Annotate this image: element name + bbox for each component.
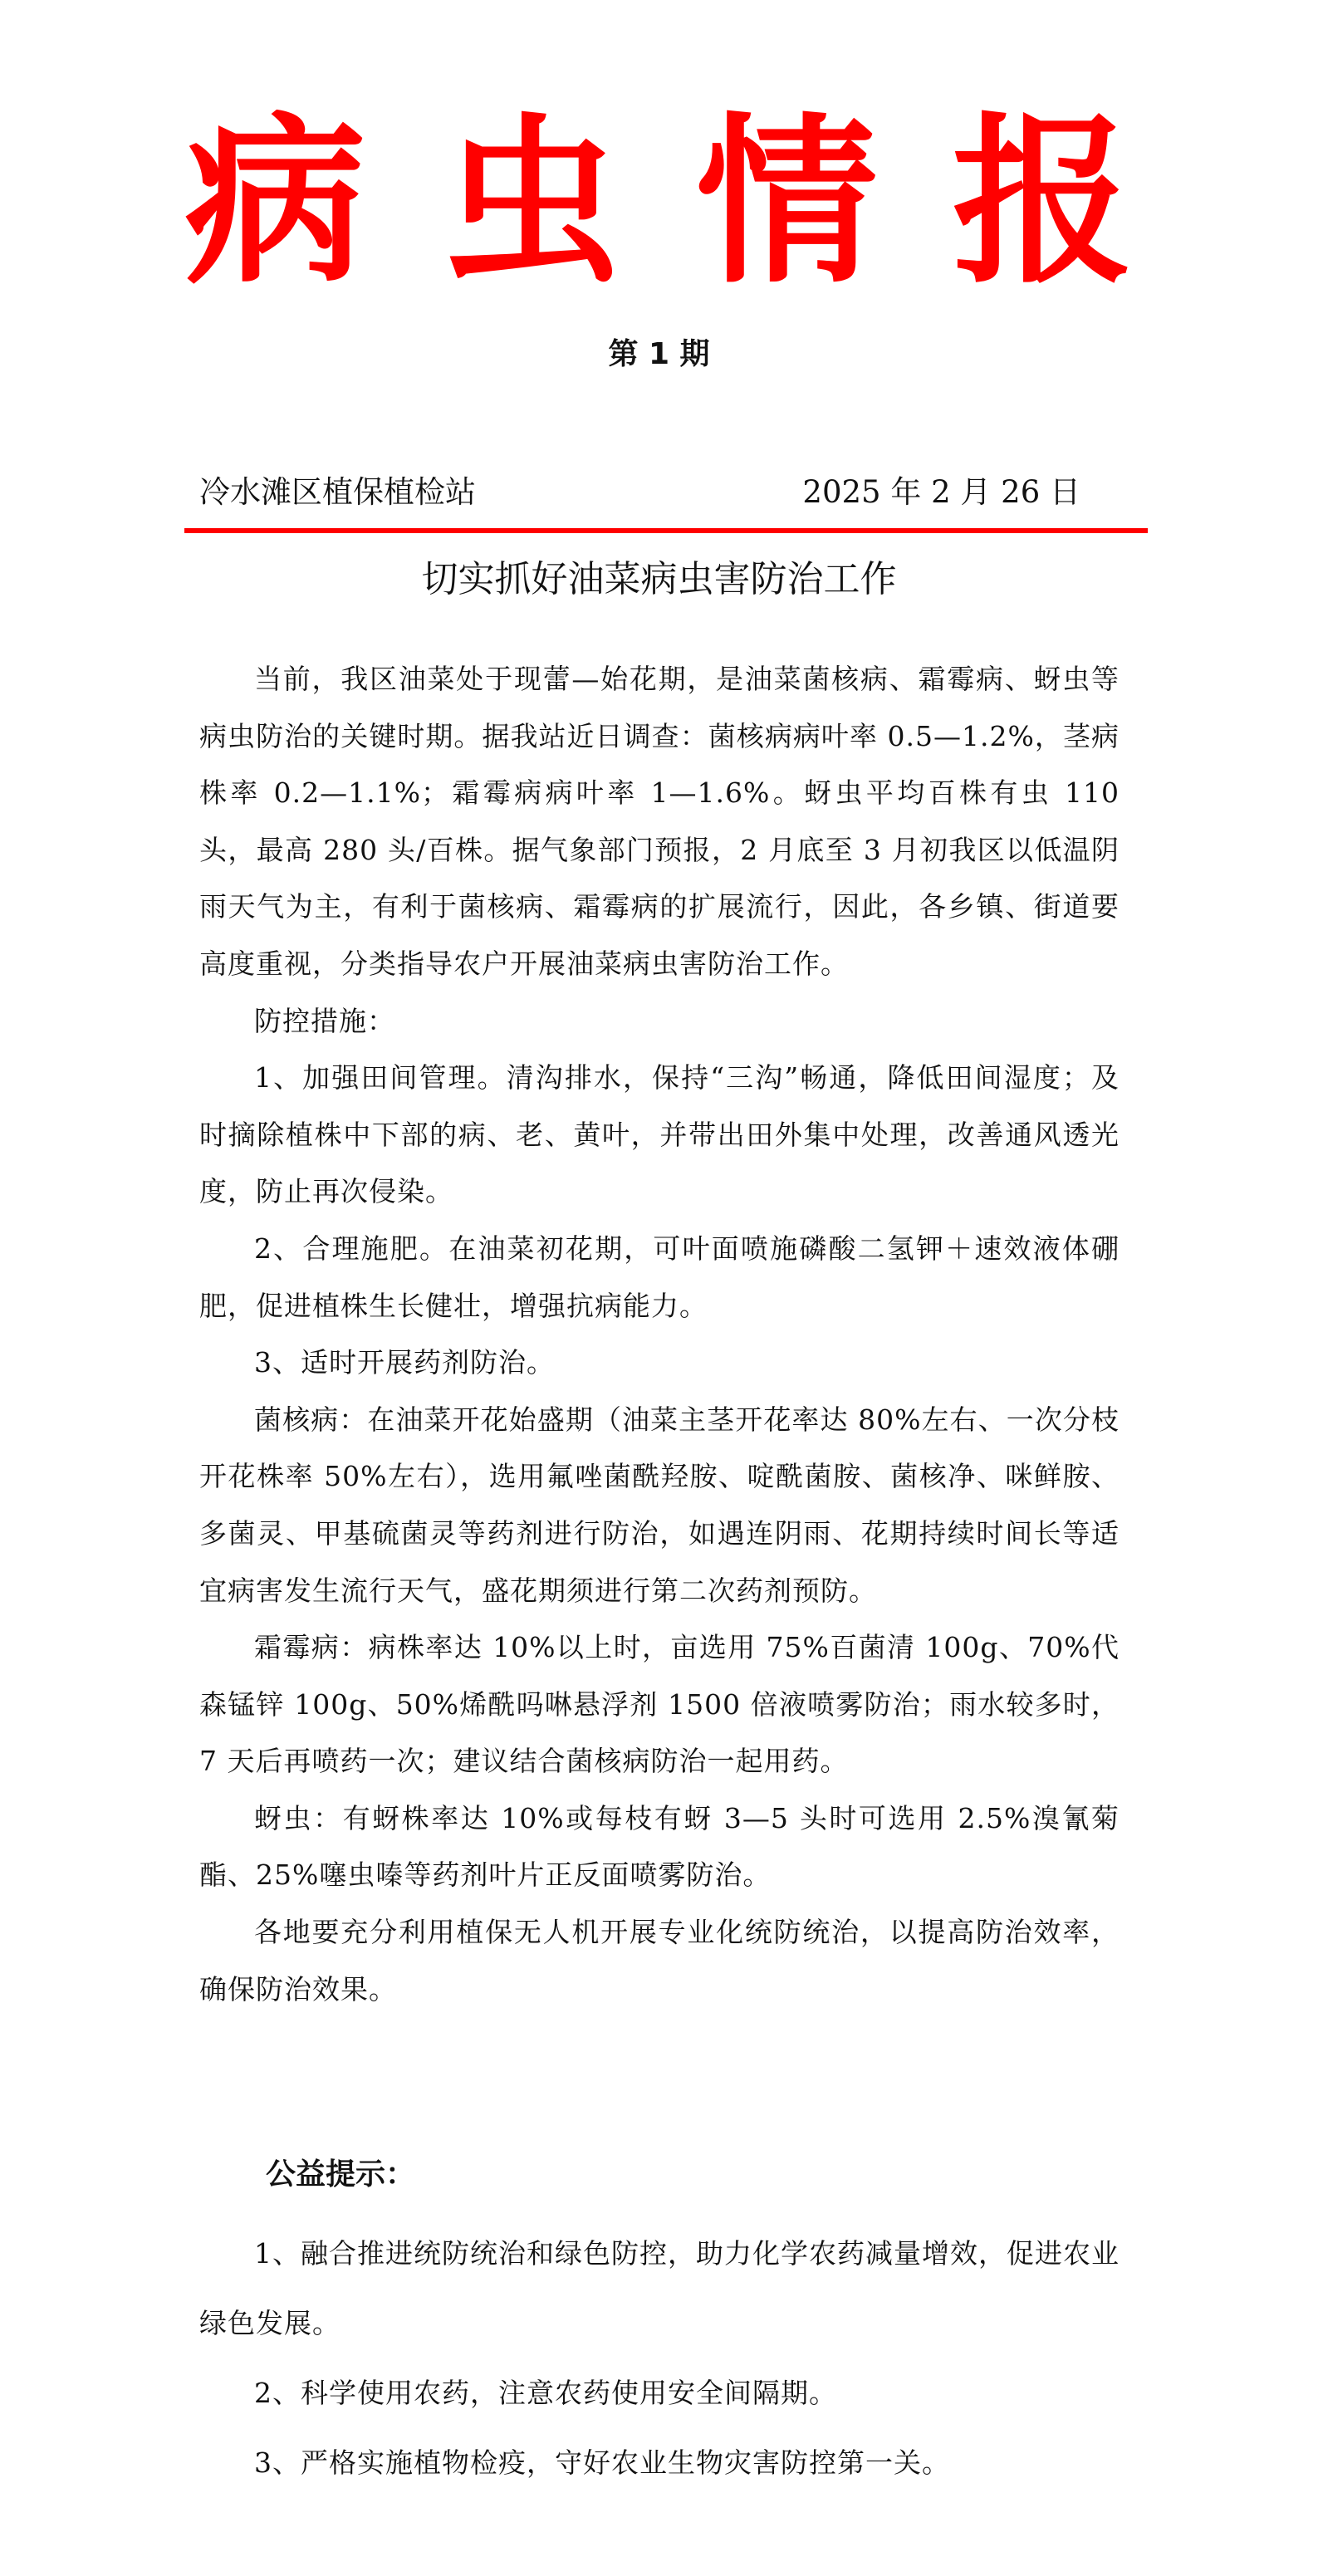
paragraph-measures-heading: 防控措施： bbox=[254, 1004, 395, 1037]
paragraph-field-management: 1、加强田间管理。清沟排水，保持“三沟”畅通，降低田间湿度；及时摘除植株中下部的病、老、黄叶，并带出田外集中处理，改善通风透光度，防止再次侵染。 bbox=[199, 1061, 1120, 1208]
masthead-title: 病虫情报 bbox=[184, 98, 1208, 308]
public-notice-list bbox=[199, 2219, 1120, 2498]
article-headline: 切实抓好油菜病虫害防治工作 bbox=[421, 558, 897, 600]
public-notice-title: 公益提示： bbox=[266, 2157, 416, 2192]
paragraph-downy-mildew: 霜霉病：病株率达 10%以上时，亩选用 75%百菌清 100g、70%代森锰锌 100g、50%烯酰吗啉悬浮剂 1500 倍液喷雾防治；雨水较多时，7 天后再喷药一次；建议结合菌核病防治一起用药。 bbox=[199, 1631, 1120, 1778]
paragraph-sclerotinia: 菌核病：在油菜开花始盛期（油菜主茎开花率达 80%左右、一次分枝开花株率 50%左右），选用氟唑菌酰羟胺、啶酰菌胺、菌核净、咪鲜胺、多菌灵、甲基硫菌灵等药剂进行防治，如遇连阴雨、花期持续时间长等适宜病害发生流行天气，盛花期须进行第二次药剂预防。 bbox=[199, 1403, 1120, 1607]
paragraph-drone-control: 各地要充分利用植保无人机开展专业化统防统治，以提高防治效率，确保防治效果。 bbox=[199, 1916, 1120, 2005]
red-divider-line bbox=[184, 528, 1148, 533]
paragraph-situation: 当前，我区油菜处于现蕾—始花期，是油菜菌核病、霜霉病、蚜虫等病虫防治的关键时期。据我站近日调查：菌核病病叶率 0.5—1.2%，茎病株率 0.2—1.1%；霜霉病病叶率 1—1.6%。蚜虫平均百株有虫 110 头，最高 280 头/百株。据气象部门预报，2 月底至 3 月初我区以低温阴雨天气为主，有利于菌核病、霜霉病的扩展流行，因此，各乡镇、街道要高度重视，分类指导农户开展油菜病虫害防治工作。 bbox=[199, 663, 1120, 980]
paragraph-aphid: 蚜虫：有蚜株率达 10%或每枝有蚜 3—5 头时可选用 2.5%溴氰菊酯、25%噻虫嗪等药剂叶片正反面喷雾防治。 bbox=[199, 1801, 1120, 1892]
notice-item: 1、融合推进统防统治和绿色防控，助力化学农药减量增效，促进农业绿色发展。 bbox=[199, 2237, 1120, 2339]
issue-number: 第 1 期 bbox=[608, 337, 710, 371]
issue-date: 2025 年 2 月 26 日 bbox=[802, 474, 1080, 510]
notice-item: 3、严格实施植物检疫，守好农业生物灾害防控第一关。 bbox=[254, 2446, 950, 2479]
paragraph-chemical-control: 3、适时开展药剂防治。 bbox=[254, 1346, 555, 1379]
notice-item: 2、科学使用农药，注意农药使用安全间隔期。 bbox=[254, 2377, 837, 2409]
issuing-organization: 冷水滩区植保植检站 bbox=[199, 474, 476, 510]
paragraph-fertilization: 2、合理施肥。在油菜初花期，可叶面喷施磷酸二氢钾＋速效液体硼肥，促进植株生长健壮，增强抗病能力。 bbox=[199, 1232, 1120, 1322]
article-body bbox=[199, 651, 1120, 2018]
